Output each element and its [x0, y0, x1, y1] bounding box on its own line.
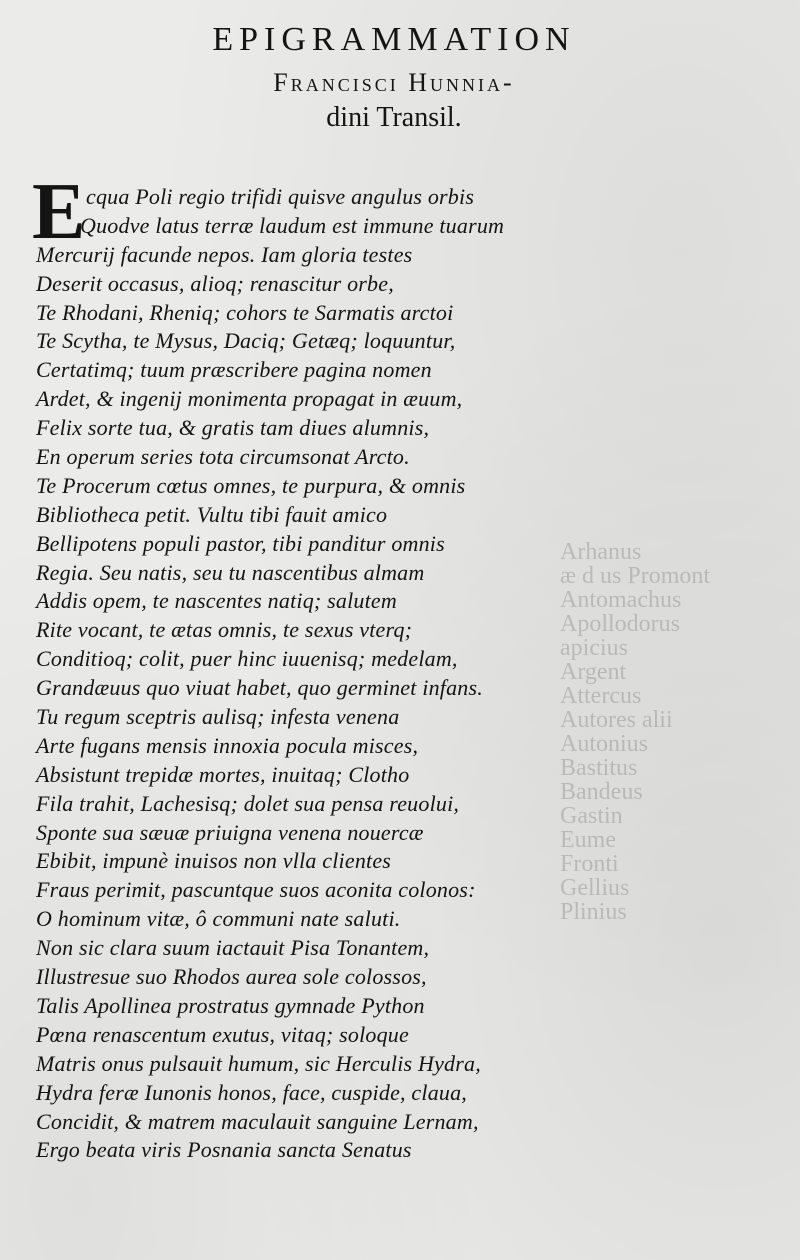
bleed-line: Apollodorus	[560, 611, 680, 637]
poem-line: Bibliotheca petit. Vultu tibi fauit amico	[36, 501, 388, 527]
poem-line: Felix sorte tua, & gratis tam diues alumnis,	[36, 415, 430, 441]
poem-line: En operum series tota circumsonat Arcto.	[36, 444, 410, 470]
poem-line: Regia. Seu natis, seu tu nascentibus almam	[36, 559, 425, 585]
bleed-line: Argent	[560, 659, 627, 685]
poem-line: Talis Apollinea prostratus gymnade Python	[36, 992, 425, 1018]
bleed-line: Gellius	[560, 875, 630, 901]
page-title: EPIGRAMMATION	[212, 21, 576, 58]
bleed-line: Attercus	[560, 683, 642, 709]
poem-line: Hydra feræ Iunonis honos, face, cuspide, claua,	[36, 1079, 468, 1105]
poem-body	[36, 183, 636, 1165]
poem-line: Certatimq; tuum præscribere pagina nomen	[36, 357, 432, 383]
poem-line: Ebibit, impunè inuisos non vlla clientes	[36, 848, 392, 874]
poem-line: Concidit, & matrem maculauit sanguine Lernam,	[36, 1108, 479, 1134]
poem-line: Deserit occasus, alioq; renascitur orbe,	[36, 270, 394, 296]
bleed-line: Eume	[560, 827, 616, 853]
poem-line: cqua Poli regio trifidi quisve angulus orbis	[86, 184, 475, 209]
poem-line: Matris onus pulsauit humum, sic Herculis Hydra,	[36, 1050, 481, 1076]
bleed-line: Fronti	[560, 851, 619, 877]
bleed-line: Antomachus	[560, 587, 682, 613]
bleed-line: æ d us Promont	[560, 563, 711, 589]
bleed-line: Autonius	[560, 731, 649, 757]
author-line: Francisci Hunnia-	[273, 68, 515, 97]
poem-line: Te Rhodani, Rheniq; cohors te Sarmatis arctoi	[36, 299, 454, 325]
poem-line: Bellipotens populi pastor, tibi panditur omnis	[36, 530, 445, 556]
poem-line: Rite vocant, te ætas omnis, te sexus vterq;	[36, 617, 413, 643]
poem-line: Fraus perimit, pascuntque suos aconita colonos:	[36, 877, 476, 903]
poem-line: Mercurij facunde nepos. Iam gloria testes	[36, 241, 413, 267]
poem-line: Illustresue suo Rhodos aurea sole colossos,	[36, 964, 427, 990]
poem-line: Absistunt trepidæ mortes, inuitaq; Clotho	[36, 761, 410, 787]
poem-line: Fila trahit, Lachesisq; dolet sua pensa reuolui,	[36, 790, 460, 816]
bleed-line: Arhanus	[560, 540, 642, 565]
poem-line: Quodve latus terræ laudum est immune tuarum	[80, 212, 505, 238]
poem-line: O hominum vitæ, ô communi nate saluti.	[36, 906, 401, 932]
bleed-line: Plinius	[560, 899, 627, 925]
poem-line: Ardet, & ingenij monimenta propagat in æuum,	[36, 386, 463, 412]
drop-capital: E	[32, 168, 86, 256]
poem-line: Conditioq; colit, puer hinc iuuenisq; medelam,	[36, 646, 458, 672]
poem-line: Te Scytha, te Mysus, Daciq; Getæq; loquuntur,	[36, 328, 456, 354]
bleed-line: Gastin	[560, 803, 623, 829]
poem-line: Non sic clara suum iactauit Pisa Tonantem,	[36, 935, 430, 961]
bleed-line: Bandeus	[560, 779, 643, 805]
poem-line: Ergo beata viris Posnania sancta Senatus	[36, 1137, 412, 1163]
poem-line: Te Procerum cœtus omnes, te purpura, & omnis	[36, 472, 466, 498]
author-line-continued: dini Transil.	[326, 102, 462, 133]
bleed-line: apicius	[560, 635, 628, 661]
bleed-line: Autores alii	[560, 707, 673, 733]
poem-line: Sponte sua sæuæ priuigna venena nouercæ	[36, 819, 424, 845]
poem-line: Addis opem, te nascentes natiq; salutem	[36, 588, 397, 614]
poem-line: Tu regum sceptris aulisq; infesta venena	[36, 704, 400, 730]
poem-line: Arte fugans mensis innoxia pocula misces,	[36, 732, 419, 758]
poem-line: Grandæuus quo viuat habet, quo germinet infans.	[36, 675, 483, 701]
poem-line: Pœna renascentum exutus, vitaq; soloque	[36, 1021, 409, 1047]
bleed-line: Bastitus	[560, 755, 638, 781]
